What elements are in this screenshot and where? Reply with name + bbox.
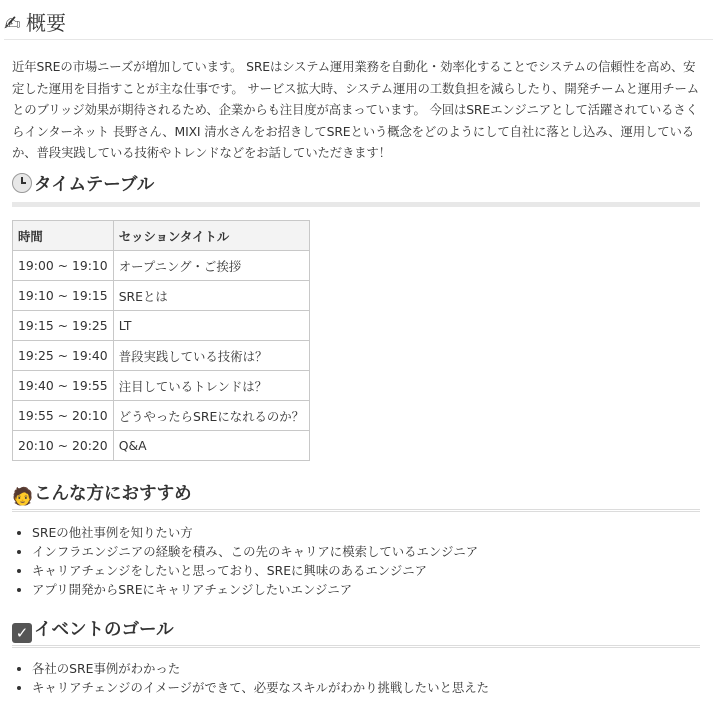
table-header-row bbox=[13, 221, 310, 251]
cell-time: 19:25 ~ 19:40 bbox=[13, 341, 114, 371]
cell-time: 19:00 ~ 19:10 bbox=[13, 251, 114, 281]
list-item: • アプリ開発からSREにキャリアチェンジしたいエンジニア bbox=[32, 580, 478, 599]
list-item: • SREの他社事例を知りたい方 bbox=[32, 523, 478, 542]
list-item: • 各社のSRE事例がわかった bbox=[32, 659, 489, 678]
list-item: • キャリアチェンジのイメージができて、必要なスキルがわかり挑戦したいと思えた bbox=[32, 678, 489, 697]
cell-time: 19:15 ~ 19:25 bbox=[13, 311, 114, 341]
timetable-title: タイムテーブル bbox=[34, 175, 155, 195]
cell-session: 普段実践している技術は？ bbox=[113, 341, 309, 371]
writing-hand-icon: ✍ bbox=[4, 11, 21, 35]
person-at-computer-icon: 🧑 bbox=[12, 487, 34, 507]
cell-session: オープニング・ご挨拶 bbox=[113, 251, 309, 281]
cell-session: Q&A bbox=[113, 431, 309, 461]
check-box-icon: ✓ bbox=[12, 623, 32, 643]
cell-time: 19:10 ~ 19:15 bbox=[13, 281, 114, 311]
cell-session: SREとは bbox=[113, 281, 309, 311]
recommend-heading bbox=[12, 481, 700, 512]
recommend-title: こんな方におすすめ bbox=[34, 484, 192, 504]
goal-heading bbox=[12, 617, 700, 648]
table-row bbox=[13, 401, 310, 431]
list-item: • インフラエンジニアの経験を積み、この先のキャリアに模索しているエンジニア bbox=[32, 542, 478, 561]
table-row bbox=[13, 251, 310, 281]
header-session: セッションタイトル bbox=[113, 221, 309, 251]
table-row bbox=[13, 371, 310, 401]
goal-title: イベントのゴール bbox=[34, 620, 174, 640]
cell-session: どうやったらSREになれるのか？ bbox=[113, 401, 309, 431]
overview-heading bbox=[4, 6, 713, 40]
clock-icon bbox=[12, 173, 32, 193]
cell-session: 注目しているトレンドは？ bbox=[113, 371, 309, 401]
overview-text: 近年SREの市場ニーズが増加しています。 SREはシステム運用業務を自動化・効率化することでシステムの信頼性を高め、安定した運用を目指すことが主な仕事です。 サービス拡大時、システム運用の工数負担を減らしたり、開発チームと運用チームとのブリッジ効果が期待されるため、企業からも注目度が高まっています。 今回はSREエンジニアとして活躍されているさくらインターネット 長野さん、MIXI 清水さんをお招きしてSREという概念をどのようにして自社に落とし込み、運用しているか、普段実践している技術やトレンドなどをお話していただきます！ bbox=[12, 59, 700, 160]
cell-time: 19:55 ~ 20:10 bbox=[13, 401, 114, 431]
table-row bbox=[13, 281, 310, 311]
goal-list bbox=[14, 659, 489, 697]
cell-time: 19:40 ~ 19:55 bbox=[13, 371, 114, 401]
table-row bbox=[13, 431, 310, 461]
overview-title: 概要 bbox=[26, 11, 66, 35]
table-row bbox=[13, 311, 310, 341]
cell-time: 20:10 ~ 20:20 bbox=[13, 431, 114, 461]
header-time: 時間 bbox=[13, 221, 114, 251]
recommend-list bbox=[14, 523, 478, 599]
list-item: • キャリアチェンジをしたいと思っており、SREに興味のあるエンジニア bbox=[32, 561, 478, 580]
table-row bbox=[13, 341, 310, 371]
timetable-heading bbox=[12, 172, 700, 207]
timetable-table bbox=[12, 220, 310, 461]
cell-session: LT bbox=[113, 311, 309, 341]
